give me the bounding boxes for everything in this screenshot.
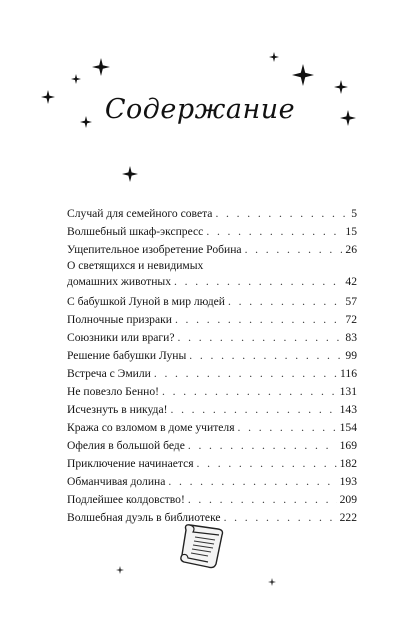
star-icon bbox=[92, 58, 110, 76]
dot-leader bbox=[189, 347, 342, 365]
toc-entry bbox=[67, 347, 357, 365]
toc-entry-page: 182 bbox=[339, 457, 357, 470]
toc-entry-page: 5 bbox=[351, 207, 357, 220]
star-icon bbox=[268, 578, 276, 586]
dot-leader bbox=[197, 455, 337, 473]
toc-entry bbox=[67, 419, 357, 437]
toc-entry bbox=[67, 223, 357, 241]
toc-entry-page: 15 bbox=[345, 225, 357, 238]
toc-entry-title: Полночные призраки bbox=[67, 313, 172, 326]
dot-leader bbox=[178, 329, 343, 347]
table-of-contents bbox=[67, 205, 357, 527]
toc-entry-page: 222 bbox=[339, 511, 357, 524]
toc-entry bbox=[67, 491, 357, 509]
toc-entry-title: Подлейшее колдовство! bbox=[67, 493, 185, 506]
dot-leader bbox=[224, 509, 337, 527]
toc-entry bbox=[67, 437, 357, 455]
toc-entry-page: 42 bbox=[345, 275, 357, 288]
toc-entry-title: Волшебная дуэль в библиотеке bbox=[67, 511, 221, 524]
dot-leader bbox=[168, 473, 336, 491]
toc-entry-page: 169 bbox=[339, 439, 357, 452]
star-icon bbox=[334, 80, 348, 94]
toc-entry bbox=[67, 311, 357, 329]
toc-entry-title: Встреча с Эмили bbox=[67, 367, 151, 380]
toc-entry-title: Кража со взломом в доме учителя bbox=[67, 421, 235, 434]
dot-leader bbox=[206, 223, 342, 241]
toc-entry bbox=[67, 455, 357, 473]
dot-leader bbox=[154, 365, 337, 383]
toc-entry-page: 154 bbox=[339, 421, 357, 434]
toc-entry-title: Приключение начинается bbox=[67, 457, 194, 470]
toc-entry-title: Ущепительное изобретение Робина bbox=[67, 243, 242, 256]
dot-leader bbox=[188, 437, 337, 455]
toc-entry-page: 143 bbox=[339, 403, 357, 416]
paper-scroll-icon bbox=[178, 520, 230, 577]
toc-entry-title: Волшебный шкаф-экспресс bbox=[67, 225, 204, 238]
toc-entry-page: 193 bbox=[339, 475, 357, 488]
dot-leader bbox=[174, 273, 342, 291]
toc-entry-title: домашних животных bbox=[67, 275, 172, 288]
toc-entry-page: 72 bbox=[345, 313, 357, 326]
dot-leader bbox=[215, 205, 348, 223]
toc-entry-title: Офелия в большой беде bbox=[67, 439, 185, 452]
star-icon bbox=[122, 166, 138, 182]
toc-entry-title: С бабушкой Луной в мир людей bbox=[67, 295, 225, 308]
dot-leader bbox=[175, 311, 342, 329]
dot-leader bbox=[245, 241, 343, 259]
toc-entry bbox=[67, 293, 357, 311]
dot-leader bbox=[188, 491, 337, 509]
toc-entry bbox=[67, 473, 357, 491]
toc-entry-title: Исчезнуть в никуда! bbox=[67, 403, 168, 416]
toc-entry bbox=[67, 383, 357, 401]
toc-entry bbox=[67, 205, 357, 223]
toc-entry-page: 26 bbox=[345, 243, 357, 256]
toc-entry-title: Союзники или враги? bbox=[67, 331, 175, 344]
toc-entry-page: 209 bbox=[339, 493, 357, 506]
dot-leader bbox=[162, 383, 337, 401]
toc-entry-title: Решение бабушки Луны bbox=[67, 349, 187, 362]
toc-entry-page: 131 bbox=[339, 385, 357, 398]
star-icon bbox=[116, 566, 124, 574]
star-icon bbox=[269, 52, 279, 62]
toc-entry-page: 57 bbox=[345, 295, 357, 308]
toc-entry bbox=[67, 365, 357, 383]
toc-entry-title: Не повезло Бенно! bbox=[67, 385, 160, 398]
toc-entry bbox=[67, 401, 357, 419]
toc-entry-title-line1: О светящихся и невидимых bbox=[67, 259, 204, 272]
page-title: Содержание bbox=[104, 94, 296, 125]
dot-leader bbox=[170, 401, 336, 419]
toc-entry-title: Случай для семейного совета bbox=[67, 207, 213, 220]
toc-entry bbox=[67, 241, 357, 259]
toc-entry bbox=[67, 329, 357, 347]
toc-entry bbox=[67, 259, 357, 293]
dot-leader bbox=[238, 419, 337, 437]
dot-leader bbox=[228, 293, 342, 311]
toc-entry-page: 83 bbox=[345, 331, 357, 344]
star-icon bbox=[71, 74, 81, 84]
toc-entry-page: 99 bbox=[345, 349, 357, 362]
toc-entry-page: 116 bbox=[340, 367, 357, 380]
star-icon bbox=[292, 64, 314, 86]
toc-entry-title: Обманчивая долина bbox=[67, 475, 166, 488]
